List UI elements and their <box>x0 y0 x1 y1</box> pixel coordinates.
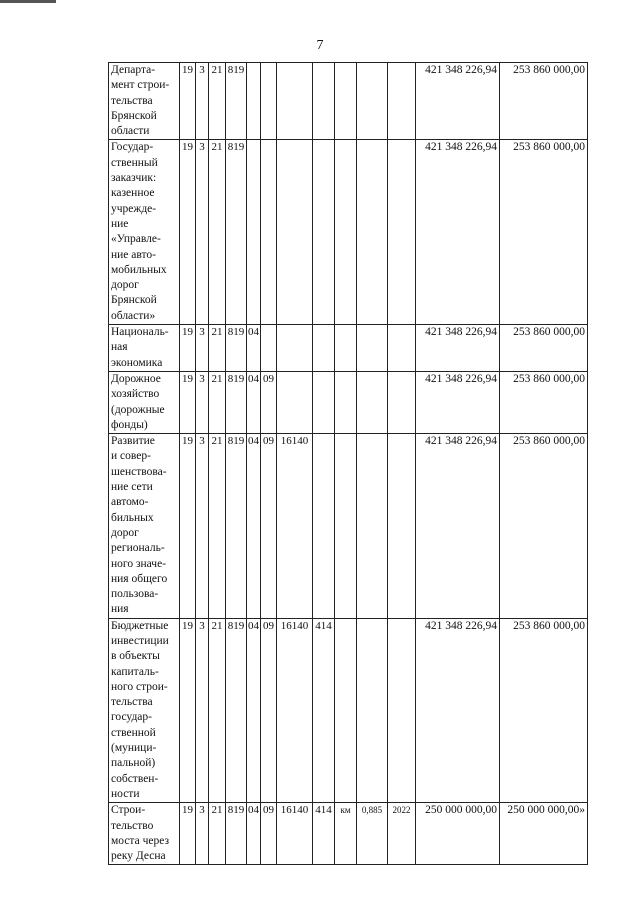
code-cell: 414 <box>313 803 335 865</box>
amount-cell: 253 860 000,00 <box>500 371 588 433</box>
code-cell: 21 <box>209 434 226 619</box>
year-cell: 2022 <box>388 803 416 865</box>
code-cell: 819 <box>226 371 247 433</box>
code-cell <box>313 63 335 140</box>
unit-cell: км <box>335 803 357 865</box>
code-cell: 819 <box>226 63 247 140</box>
unit-cell <box>335 434 357 619</box>
code-cell: 3 <box>196 325 209 372</box>
code-cell <box>313 140 335 325</box>
code-cell <box>277 325 313 372</box>
table-row <box>109 618 588 803</box>
code-cell: 21 <box>209 140 226 325</box>
year-cell <box>388 434 416 619</box>
code-cell <box>247 140 261 325</box>
quantity-cell <box>357 63 388 140</box>
quantity-cell <box>357 371 388 433</box>
code-cell: 819 <box>226 434 247 619</box>
amount-cell: 253 860 000,00 <box>500 325 588 372</box>
code-cell <box>261 140 277 325</box>
table-row <box>109 140 588 325</box>
code-cell <box>313 434 335 619</box>
amount-cell: 421 348 226,94 <box>416 63 500 140</box>
unit-cell <box>335 618 357 803</box>
amount-cell: 421 348 226,94 <box>416 371 500 433</box>
code-cell: 3 <box>196 434 209 619</box>
code-cell: 19 <box>180 434 196 619</box>
code-cell: 04 <box>247 618 261 803</box>
code-cell: 21 <box>209 371 226 433</box>
row-name-cell: Развитие и совер- шенствова- ние сети автомо- бильных дорог региональ- ного значе- ния общего пользова- ния <box>109 434 180 619</box>
code-cell <box>277 63 313 140</box>
code-cell: 04 <box>247 325 261 372</box>
amount-cell: 253 860 000,00 <box>500 618 588 803</box>
amount-cell: 421 348 226,94 <box>416 325 500 372</box>
unit-cell <box>335 140 357 325</box>
row-name-cell: Государ- ственный заказчик: казенное учрежде- ние «Управле- ние авто- мобильных дорог Брянской области» <box>109 140 180 325</box>
code-cell: 3 <box>196 371 209 433</box>
row-name-cell: Департа- мент строи- тельства Брянской области <box>109 63 180 140</box>
quantity-cell <box>357 140 388 325</box>
code-cell: 19 <box>180 140 196 325</box>
code-cell <box>261 325 277 372</box>
table-row <box>109 325 588 372</box>
amount-cell: 253 860 000,00 <box>500 140 588 325</box>
code-cell: 19 <box>180 63 196 140</box>
code-cell: 09 <box>261 803 277 865</box>
scan-artifact <box>0 0 56 3</box>
table-row <box>109 434 588 619</box>
row-name-cell: Националь- ная экономика <box>109 325 180 372</box>
amount-cell: 250 000 000,00 <box>416 803 500 865</box>
code-cell: 09 <box>261 371 277 433</box>
code-cell: 3 <box>196 140 209 325</box>
code-cell: 819 <box>226 325 247 372</box>
code-cell: 09 <box>261 618 277 803</box>
code-cell: 16140 <box>277 434 313 619</box>
row-name-cell: Дорожное хозяйство (дорожные фонды) <box>109 371 180 433</box>
code-cell: 04 <box>247 371 261 433</box>
table-row <box>109 63 588 140</box>
code-cell: 819 <box>226 140 247 325</box>
code-cell <box>313 325 335 372</box>
quantity-cell <box>357 325 388 372</box>
code-cell <box>261 63 277 140</box>
amount-cell: 253 860 000,00 <box>500 434 588 619</box>
row-name-cell: Строи- тельство моста через реку Десна <box>109 803 180 865</box>
year-cell <box>388 618 416 803</box>
code-cell: 19 <box>180 325 196 372</box>
code-cell <box>247 63 261 140</box>
code-cell: 09 <box>261 434 277 619</box>
row-name-cell: Бюджетные инвестиции в объекты капиталь- ного строи- тельства государ- ственной (муници- пальной) собствен- ности <box>109 618 180 803</box>
code-cell <box>277 371 313 433</box>
year-cell <box>388 325 416 372</box>
amount-cell: 421 348 226,94 <box>416 434 500 619</box>
amount-cell: 250 000 000,00» <box>500 803 588 865</box>
table-row <box>109 371 588 433</box>
code-cell: 3 <box>196 63 209 140</box>
unit-cell <box>335 371 357 433</box>
code-cell: 04 <box>247 434 261 619</box>
quantity-cell <box>357 434 388 619</box>
quantity-cell <box>357 618 388 803</box>
unit-cell <box>335 63 357 140</box>
code-cell <box>277 140 313 325</box>
amount-cell: 421 348 226,94 <box>416 140 500 325</box>
code-cell: 819 <box>226 803 247 865</box>
quantity-cell: 0,885 <box>357 803 388 865</box>
code-cell: 19 <box>180 371 196 433</box>
code-cell <box>313 371 335 433</box>
code-cell: 21 <box>209 325 226 372</box>
page-number: 7 <box>316 38 324 53</box>
code-cell: 414 <box>313 618 335 803</box>
table-row <box>109 803 588 865</box>
code-cell: 3 <box>196 803 209 865</box>
amount-cell: 253 860 000,00 <box>500 63 588 140</box>
code-cell: 04 <box>247 803 261 865</box>
year-cell <box>388 140 416 325</box>
budget-table-body <box>109 63 588 865</box>
year-cell <box>388 63 416 140</box>
code-cell: 16140 <box>277 803 313 865</box>
code-cell: 21 <box>209 803 226 865</box>
year-cell <box>388 371 416 433</box>
code-cell: 3 <box>196 618 209 803</box>
code-cell: 21 <box>209 618 226 803</box>
code-cell: 19 <box>180 803 196 865</box>
code-cell: 819 <box>226 618 247 803</box>
amount-cell: 421 348 226,94 <box>416 618 500 803</box>
unit-cell <box>335 325 357 372</box>
code-cell: 16140 <box>277 618 313 803</box>
budget-table <box>108 62 588 865</box>
code-cell: 19 <box>180 618 196 803</box>
code-cell: 21 <box>209 63 226 140</box>
